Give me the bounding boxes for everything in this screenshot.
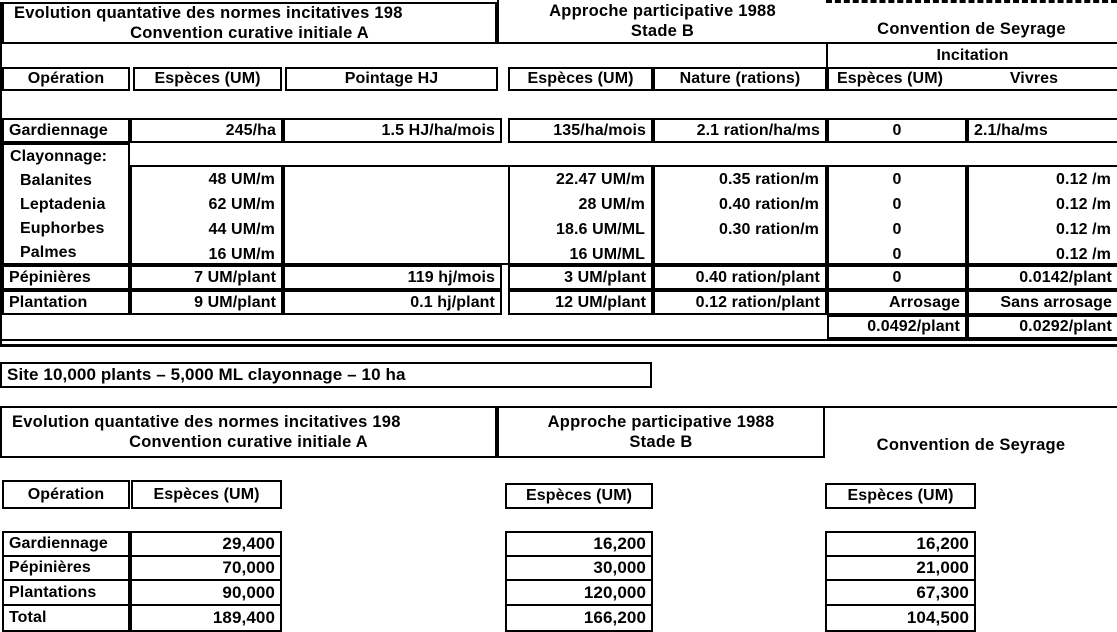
table2-title-left-line1: Evolution quantative des normes incitatives 198: [12, 413, 401, 431]
row-plantation-especes-s: Arrosage: [827, 290, 967, 315]
row-plantation-nature: 0.12 ration/plant: [653, 290, 827, 315]
row-pepinieres-vivres: 0.0142/plant: [967, 265, 1117, 290]
leptadenia-vivres: 0.12 /m: [1056, 196, 1111, 213]
t2-row-pepinieres-a: 70,000: [130, 555, 282, 581]
t2-row-total-c: 104,500: [825, 604, 976, 632]
t2-row-total-a: 189,400: [130, 604, 282, 632]
palmes-especes-s: 0: [892, 246, 902, 263]
euphorbes-vivres: 0.12 /m: [1056, 221, 1111, 238]
palmes-especes-a: 16 UM/m: [208, 246, 275, 263]
euphorbes-nature: 0.30 ration/m: [718, 221, 819, 238]
table2-title-mid-line1: Approche participative 1988: [547, 413, 775, 431]
footer-especes-s: 0.0492/plant: [827, 315, 967, 339]
t2-row-pepinieres-c: 21,000: [825, 555, 976, 581]
table1-header-operation: Opération: [2, 67, 130, 91]
euphorbes-especes-b: 18.6 UM/ML: [555, 221, 645, 238]
row-pepinieres-especes-s: 0: [827, 265, 967, 290]
row-plantation-especes-a: 9 UM/plant: [130, 290, 283, 315]
table2-header-operation: Opération: [2, 480, 130, 509]
table1-title-right-text: Convention de Seyrage: [877, 20, 1066, 38]
clayonnage-especes-b-column: [508, 165, 653, 265]
t2-row-pepinieres-b: 30,000: [505, 555, 653, 581]
leptadenia-especes-s: 0: [892, 196, 902, 213]
t2-row-gardiennage-a: 29,400: [130, 531, 282, 557]
balanites-nature: 0.35 ration/m: [718, 171, 819, 188]
table2-title-right: [825, 406, 1117, 458]
t2-row-total-label: Total: [2, 604, 130, 632]
table2-title-left-line2: Convention curative initiale A: [129, 433, 368, 451]
t2-row-plantations-a: 90,000: [130, 579, 282, 606]
t2-row-gardiennage-b: 16,200: [505, 531, 653, 557]
euphorbes-especes-a: 44 UM/m: [208, 221, 275, 238]
table2-header-especes-b: Espèces (UM): [505, 483, 653, 509]
table2-title-mid-line2: Stade B: [629, 433, 693, 451]
table1-subheader-incitation: Incitation: [826, 44, 1117, 69]
clayonnage-especes-s-column: [827, 165, 967, 265]
table1-header-especes-a: Espèces (UM): [133, 67, 282, 91]
leptadenia-nature: 0.40 ration/m: [718, 196, 819, 213]
double-rule-top: [0, 339, 1117, 341]
species-label-palmes: Palmes: [20, 244, 77, 261]
species-label-leptadenia: Leptadenia: [20, 196, 106, 213]
table1-title-left-line1: Evolution quantative des normes incitatives 198: [14, 4, 403, 22]
palmes-vivres: 0.12 /m: [1056, 246, 1111, 263]
table1-title-mid-line1: Approche participative 1988: [549, 2, 776, 20]
row-plantation-pointage: 0.1 hj/plant: [283, 290, 502, 315]
table2-header-especes-a: Espèces (UM): [131, 480, 282, 509]
t2-row-plantations-label: Plantations: [2, 579, 130, 606]
table1-header-nature: Nature (rations): [653, 67, 827, 91]
row-plantation-label: Plantation: [2, 290, 130, 315]
clayonnage-label-column: [2, 143, 130, 265]
table1-title-mid-line2: Stade B: [630, 22, 695, 40]
t2-row-plantations-c: 67,300: [825, 579, 976, 606]
row-plantation-vivres: Sans arrosage: [967, 290, 1117, 315]
table1-title-left-line2: Convention curative initiale A: [130, 24, 369, 42]
t2-row-gardiennage-c: 16,200: [825, 531, 976, 557]
row-plantation-especes-b: 12 UM/plant: [508, 290, 653, 315]
row-pepinieres-label: Pépinières: [2, 265, 130, 290]
row-pepinieres-nature: 0.40 ration/plant: [653, 265, 827, 290]
table1-header-especes-b: Espèces (UM): [508, 67, 653, 91]
leptadenia-especes-b: 28 UM/m: [578, 196, 645, 213]
balanites-especes-s: 0: [892, 171, 902, 188]
clayonnage-pointage-empty-cell: [283, 165, 510, 265]
row-pepinieres-especes-b: 3 UM/plant: [508, 265, 653, 290]
species-label-balanites: Balanites: [20, 172, 93, 189]
clayonnage-especes-a-column: [130, 165, 283, 265]
row-gardiennage-especes-a: 245/ha: [130, 118, 283, 143]
row-gardiennage-vivres: 2.1/ha/ms: [967, 118, 1117, 143]
table1-header-vivres: Vivres: [951, 67, 1117, 91]
species-label-euphorbes: Euphorbes: [20, 220, 105, 237]
table1-title-left: [2, 2, 497, 44]
leptadenia-especes-a: 62 UM/m: [208, 196, 275, 213]
table2-title-right-text: Convention de Seyrage: [876, 436, 1066, 454]
table1-header-especes-s: Espèces (UM): [827, 67, 953, 91]
footer-vivres: 0.0292/plant: [967, 315, 1117, 339]
t2-row-pepinieres-label: Pépinières: [2, 555, 130, 581]
table1-title-mid: [497, 0, 828, 44]
t2-row-gardiennage-label: Gardiennage: [2, 531, 130, 557]
row-pepinieres-pointage: 119 hj/mois: [283, 265, 502, 290]
t2-row-plantations-b: 120,000: [505, 579, 653, 606]
euphorbes-especes-s: 0: [892, 221, 902, 238]
double-rule-bottom: [0, 344, 1117, 347]
row-gardiennage-especes-s: 0: [827, 118, 967, 143]
clayonnage-vivres-column: [967, 165, 1117, 265]
table1-title-right: [826, 0, 1117, 44]
balanites-especes-b: 22.47 UM/m: [555, 171, 645, 188]
row-gardiennage-pointage: 1.5 HJ/ha/mois: [283, 118, 502, 143]
row-gardiennage-nature: 2.1 ration/ha/ms: [653, 118, 827, 143]
table2-title-left: [0, 406, 497, 458]
palmes-nature: [655, 242, 825, 265]
palmes-especes-b: 16 UM/ML: [569, 246, 645, 263]
row-gardiennage-label: Gardiennage: [2, 118, 130, 143]
clayonnage-section-label: Clayonnage:: [10, 148, 108, 165]
row-gardiennage-especes-b: 135/ha/mois: [508, 118, 653, 143]
table1-header-pointage: Pointage HJ: [285, 67, 498, 91]
table2-title-mid: [497, 406, 825, 458]
row-pepinieres-especes-a: 7 UM/plant: [130, 265, 283, 290]
table2-header-especes-c: Espèces (UM): [825, 483, 976, 509]
balanites-especes-a: 48 UM/m: [208, 171, 275, 188]
clayonnage-nature-column: [653, 165, 827, 265]
balanites-vivres: 0.12 /m: [1056, 171, 1111, 188]
t2-row-total-b: 166,200: [505, 604, 653, 632]
site-banner: Site 10,000 plants – 5,000 ML clayonnage – 10 ha: [0, 362, 652, 388]
